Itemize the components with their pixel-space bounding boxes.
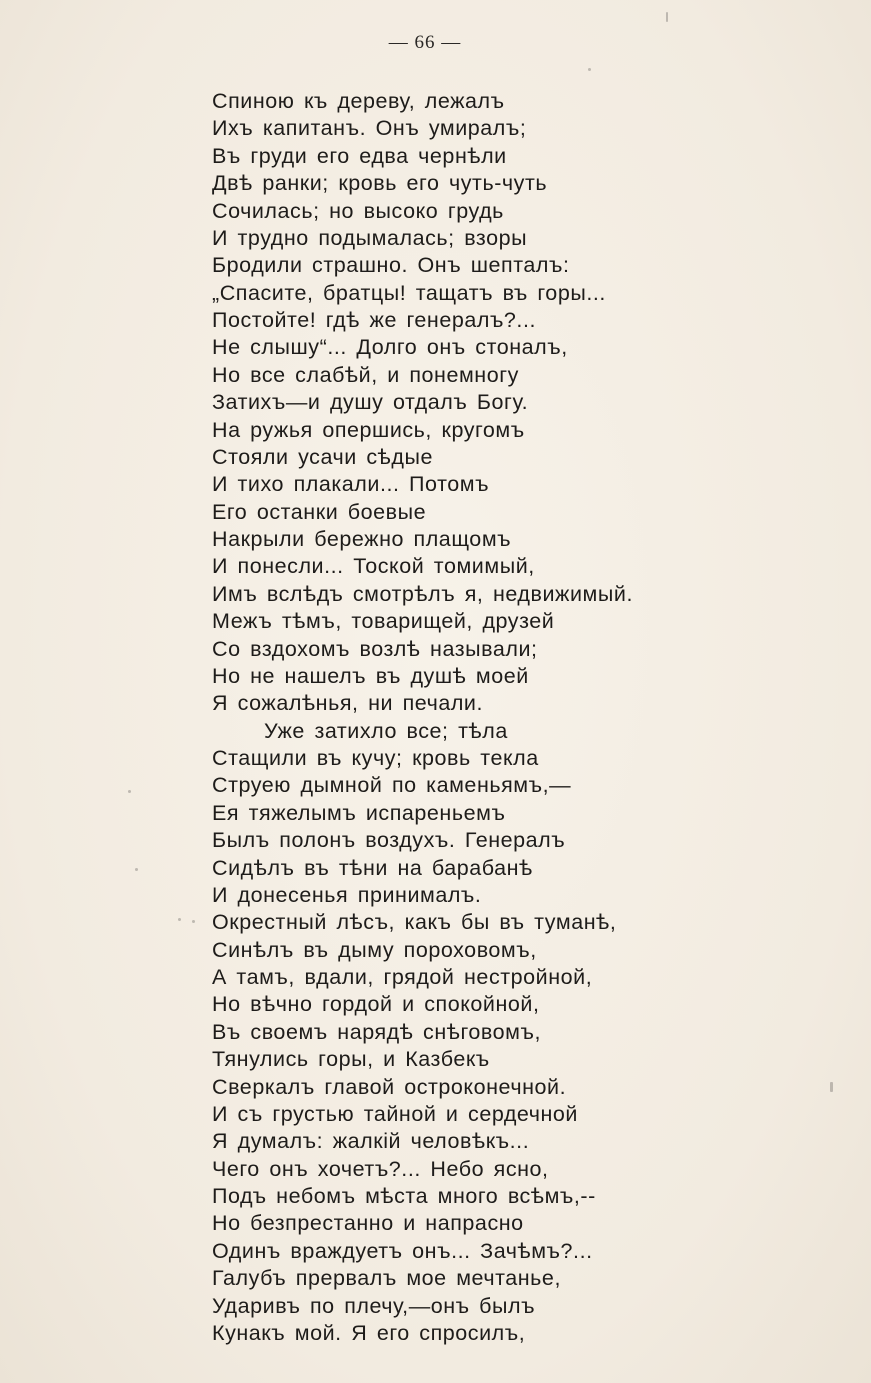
poem-line: Тянулись горы, и Казбекъ xyxy=(212,1047,490,1072)
paper-speck xyxy=(588,68,591,71)
poem-line: И понесли... Тоской томимый, xyxy=(212,554,535,579)
paper-speck xyxy=(135,868,138,871)
poem-line: Со вздохомъ возлѣ называли; xyxy=(212,636,538,661)
page-number: — 66 — xyxy=(388,32,462,53)
paper-speck xyxy=(128,790,131,793)
poem-line: „Спасите, братцы! тащатъ въ горы... xyxy=(212,280,606,305)
poem-line: Въ груди его едва чернѣли xyxy=(212,143,507,168)
poem-line: Чего онъ хочетъ?... Небо ясно, xyxy=(212,1156,549,1181)
poem-line: Межъ тѣмъ, товарищей, друзей xyxy=(212,609,555,634)
poem-line: Но безпрестанно и напрасно xyxy=(212,1211,524,1236)
poem-line: Спиною къ дереву, лежалъ xyxy=(212,89,505,113)
poem-line: Я думалъ: жалкій человѣкъ... xyxy=(212,1129,530,1154)
poem-line: Бродили страшно. Онъ шепталъ: xyxy=(212,253,570,278)
poem-line: Сочилась; но высоко грудь xyxy=(212,198,504,223)
poem-line: Ихъ капитанъ. Онъ умиралъ; xyxy=(212,116,527,141)
poem-line: Струею дымной по каменьямъ,— xyxy=(212,773,572,798)
poem-line: Уже затихло все; тѣла xyxy=(264,718,508,743)
poem-line: Я сожалѣнья, ни печали. xyxy=(212,691,484,716)
poem-line: Подъ небомъ мѣста много всѣмъ,-- xyxy=(212,1184,596,1208)
paper-speck xyxy=(830,1082,833,1092)
poem-line: Галубъ прервалъ мое мечтанье, xyxy=(212,1266,561,1291)
poem-line: Имъ вслѣдъ смотрѣлъ я, недвижимый. xyxy=(212,581,633,606)
poem-line: Въ своемъ нарядѣ снѣговомъ, xyxy=(212,1019,541,1044)
poem-line: На ружья опершись, кругомъ xyxy=(212,417,525,442)
poem-line: И тихо плакали... Потомъ xyxy=(212,472,490,497)
poem-line: Но не нашелъ въ душѣ моей xyxy=(212,663,529,688)
poem-line: Но все слабѣй, и понемногу xyxy=(212,362,519,387)
poem-line: Двѣ ранки; кровь его чуть-чуть xyxy=(212,171,548,196)
poem-line: Не слышу“... Долго онъ стоналъ, xyxy=(212,335,568,360)
paper-speck xyxy=(666,12,668,22)
poem-line: Сверкалъ главой остроконечной. xyxy=(212,1074,567,1099)
poem-line: Ея тяжелымъ испареньемъ xyxy=(212,800,506,825)
poem-line: И донесенья принималъ. xyxy=(212,882,482,907)
poem-line: Накрыли бережно плащомъ xyxy=(212,527,512,551)
poem-line: Затихъ—и душу отдалъ Богу. xyxy=(212,390,529,415)
poem-line: Его останки боевые xyxy=(212,499,427,524)
poem-line: Окрестный лѣсъ, какъ бы въ туманѣ, xyxy=(212,910,617,935)
poem-line: Стащили въ кучу; кровь текла xyxy=(212,746,539,770)
paper-speck xyxy=(192,920,195,923)
poem-line: И съ грустью тайной и сердечной xyxy=(212,1101,578,1126)
poem-line: Стояли усачи сѣдые xyxy=(212,444,433,469)
poem-text xyxy=(212,88,852,1347)
poem-line: Кунакъ мой. Я его спросилъ, xyxy=(212,1320,526,1345)
poem-line: Постойте! гдѣ же генералъ?... xyxy=(212,308,537,332)
poem-line: Сидѣлъ въ тѣни на барабанѣ xyxy=(212,855,533,880)
poem-line: А тамъ, вдали, грядой нестройной, xyxy=(212,965,593,989)
poem-line: Но вѣчно гордой и спокойной, xyxy=(212,992,540,1017)
poem-line: Былъ полонъ воздухъ. Генералъ xyxy=(212,828,566,853)
poem-line: Синѣлъ въ дыму пороховомъ, xyxy=(212,937,537,962)
poem-line: И трудно подымалась; взоры xyxy=(212,225,528,250)
poem-line: Ударивъ по плечу,—онъ былъ xyxy=(212,1293,536,1318)
poem-line: Одинъ враждуетъ онъ... Зачѣмъ?... xyxy=(212,1238,593,1263)
paper-speck xyxy=(178,918,181,921)
